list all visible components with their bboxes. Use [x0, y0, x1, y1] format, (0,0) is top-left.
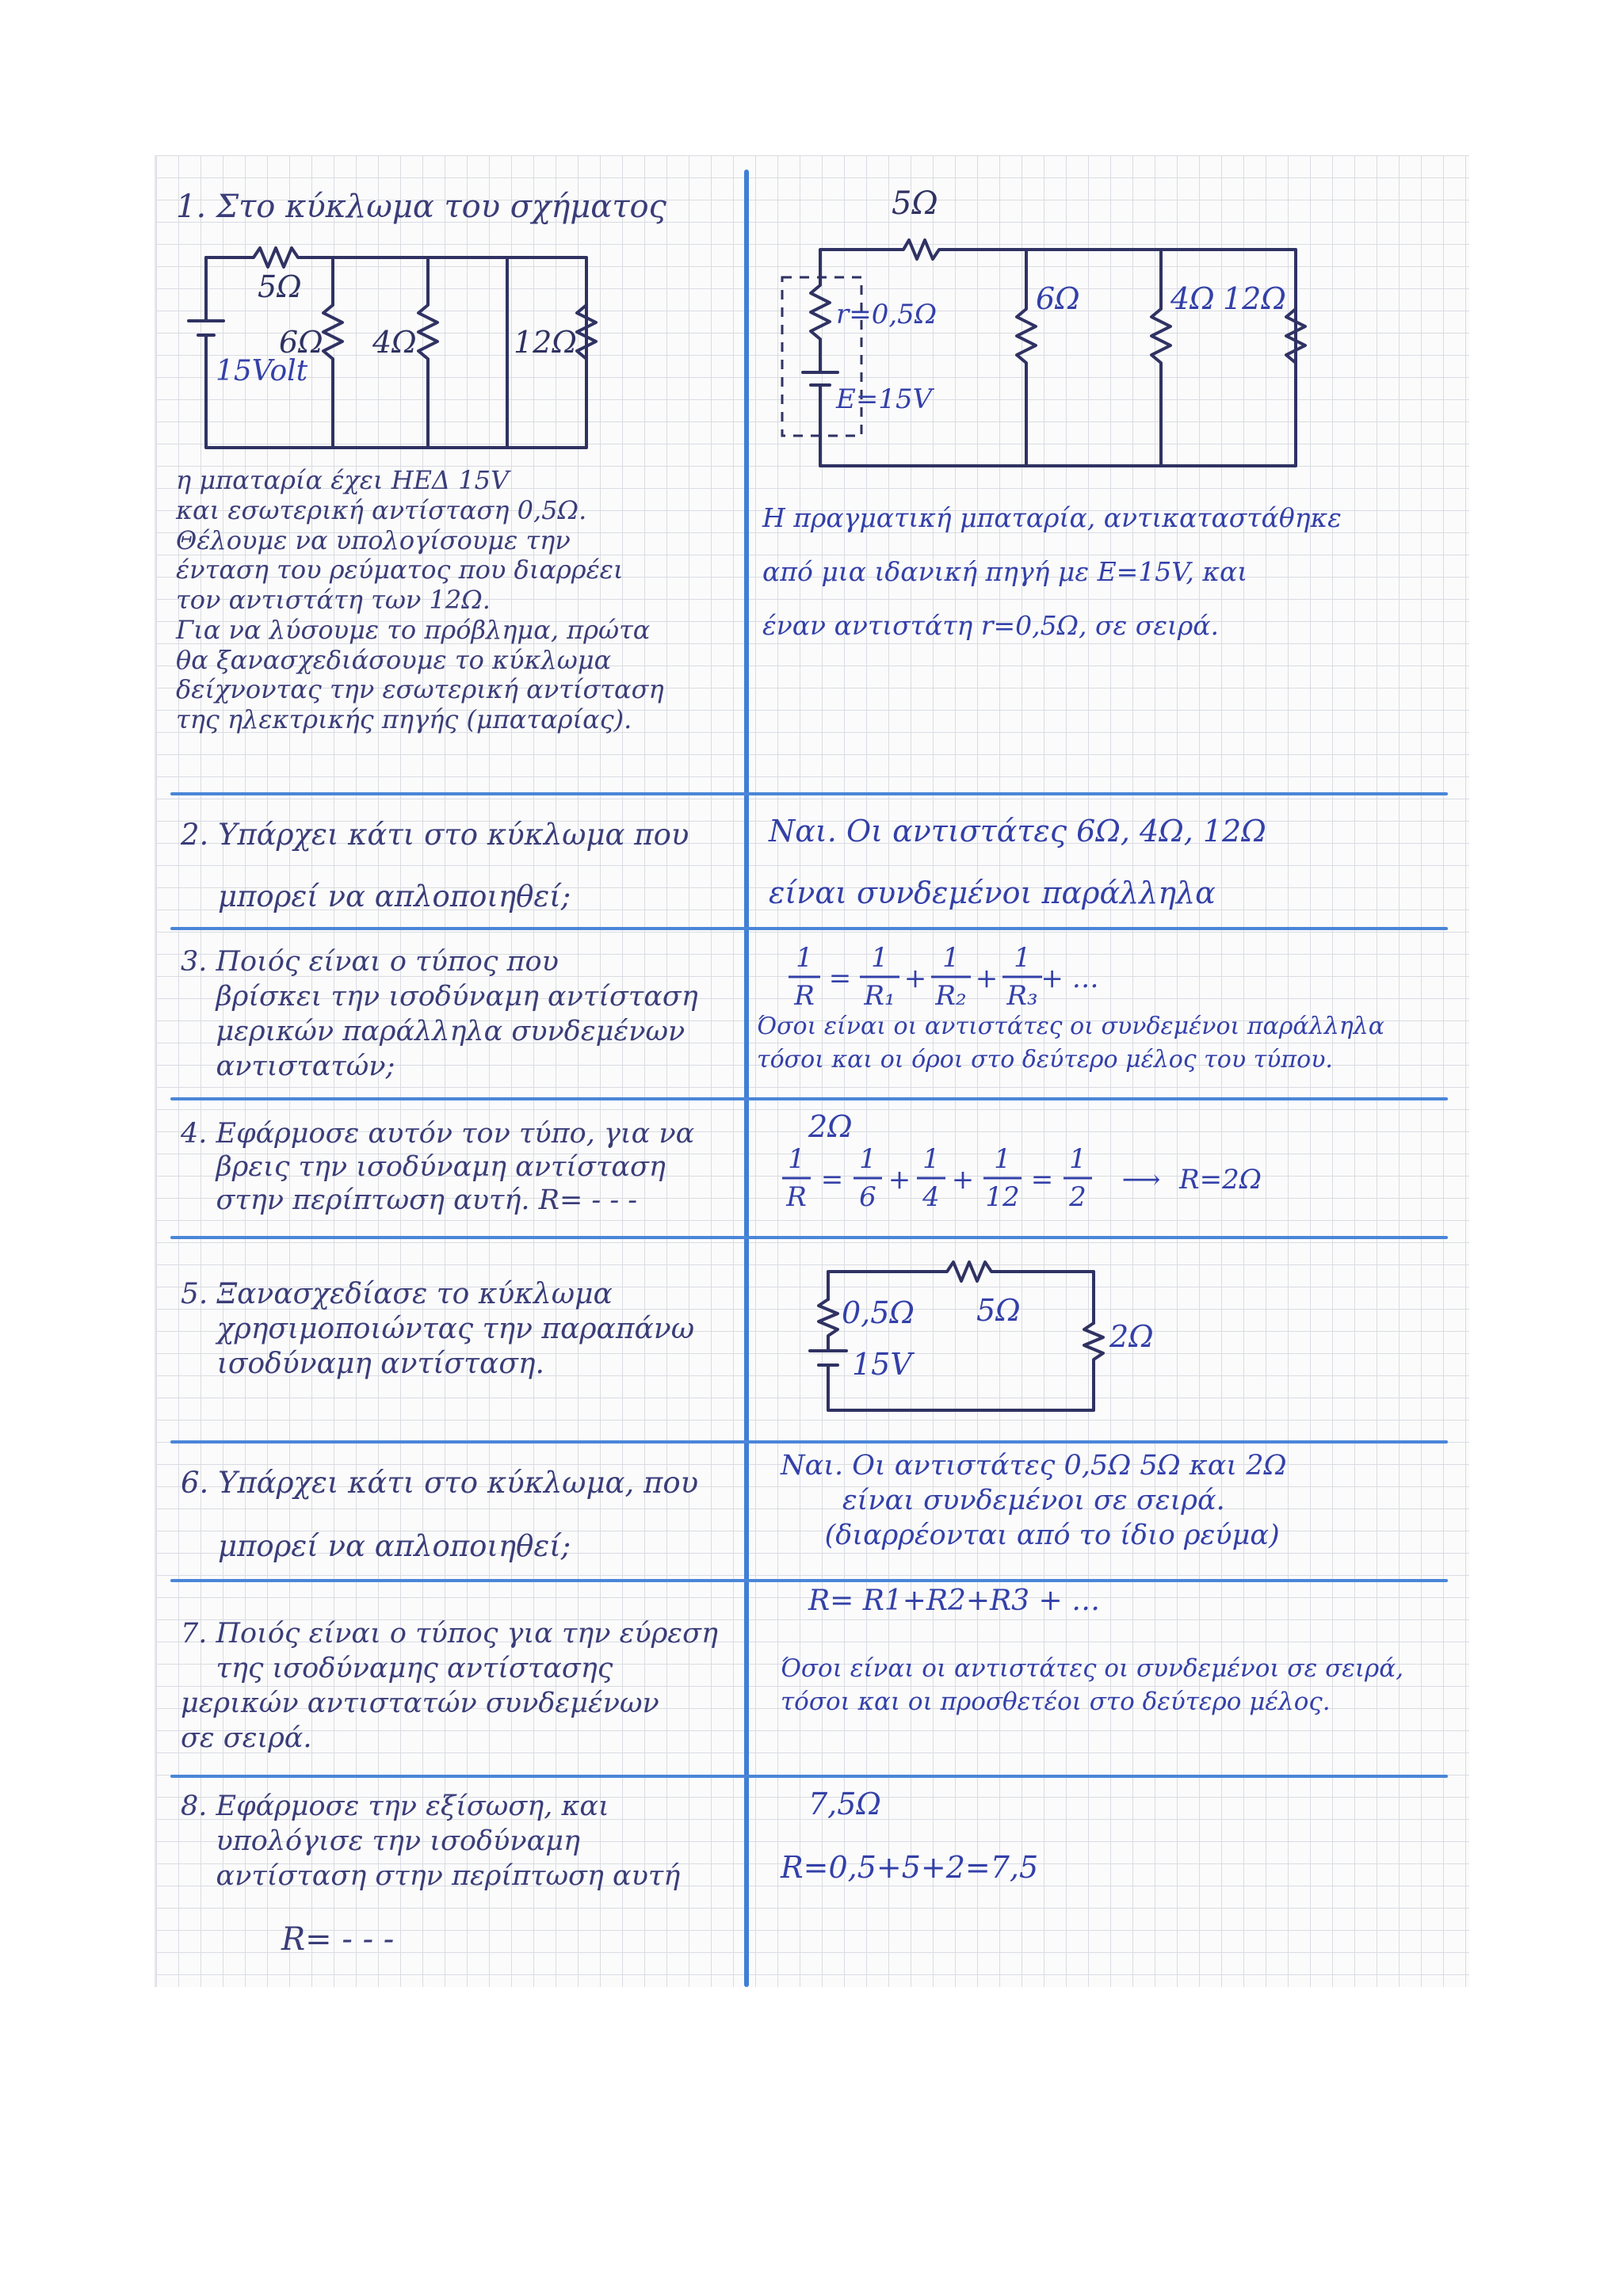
formula-parallel-calculation	[773, 1141, 1288, 1228]
circuit-label-5ohm: 5Ω	[976, 1293, 1021, 1328]
circuit-diagram-simplified	[792, 1256, 1154, 1426]
row-divider	[170, 1579, 1448, 1582]
svg-text:R₁: R₁	[864, 980, 896, 1012]
svg-text:R=2Ω: R=2Ω	[1179, 1164, 1262, 1196]
svg-text:1: 1	[942, 942, 960, 974]
svg-text:+ …: + …	[1041, 963, 1099, 994]
svg-text:R₂: R₂	[935, 980, 967, 1012]
svg-text:+: +	[888, 1164, 911, 1196]
question-5-text: 5. Ξανασχεδίασε το κύκλωμα χρησιμοποιώντας την παραπάνω ισοδύναμη αντίσταση.	[181, 1278, 695, 1380]
svg-text:=: =	[828, 963, 852, 994]
answer-2-text: Ναι. Οι αντιστάτες 6Ω, 4Ω, 12Ω είναι συνδεμένοι παράλληλα	[769, 814, 1266, 910]
circuit-label-6ohm: 6Ω	[1036, 281, 1080, 316]
question-1-text: η μπαταρία έχει ΗΕΔ 15V και εσωτερική αντίσταση 0,5Ω. Θέλουμε να υπολογίσουμε την ένταση του ρεύματος που διαρρέει τον αντιστάτη των 12Ω. Για να λύσουμε το πρόβλημα, πρώτα θα ξανασχεδιάσουμε το κύκλωμα δείχνοντας την εσωτερική αντίσταση της ηλεκτρικής πηγής (μπαταρίας).	[176, 465, 664, 734]
answer-7-text: Όσοι είναι οι αντιστάτες οι συνδεμένοι σε σειρά, τόσοι και οι προσθετέοι στο δεύτερο μέλος.	[781, 1654, 1404, 1716]
circuit-diagram-with-internal-resistance	[773, 182, 1312, 467]
svg-text:1: 1	[994, 1143, 1011, 1175]
svg-text:⟶: ⟶	[1121, 1164, 1161, 1196]
circuit-label-battery: 15Volt	[216, 355, 308, 387]
svg-text:12: 12	[985, 1181, 1020, 1213]
circuit-label-12ohm: 12Ω	[514, 325, 577, 360]
svg-text:R₃: R₃	[1006, 980, 1038, 1012]
svg-text:1: 1	[1014, 942, 1031, 974]
question-8-text: 8. Εφάρμοσε την εξίσωση, και υπολόγισε την ισοδύναμη αντίσταση στην περίπτωση αυτή	[181, 1791, 681, 1892]
circuit-label-6ohm: 6Ω	[279, 325, 323, 360]
svg-text:+: +	[975, 963, 999, 994]
circuit-label-5ohm: 5Ω	[892, 185, 938, 222]
question-4-text: 4. Εφάρμοσε αυτόν τον τύπο, για να βρεις την ισοδύναμη αντίσταση στην περίπτωση αυτή. R= - - -	[181, 1118, 695, 1216]
row-divider	[170, 1775, 1448, 1778]
row-divider	[170, 1440, 1448, 1444]
svg-text:1: 1	[788, 1143, 805, 1175]
question-2-text: 2. Υπάρχει κάτι στο κύκλωμα που μπορεί να απλοποιηθεί;	[181, 818, 689, 913]
svg-text:1: 1	[859, 1143, 876, 1175]
answer-8-result: 7,5Ω	[808, 1787, 881, 1821]
question-6-text: 6. Υπάρχει κάτι στο κύκλωμα, που μπορεί να απλοποιηθεί;	[181, 1466, 699, 1563]
svg-text:1: 1	[871, 942, 888, 974]
circuit-label-r-internal: r=0,5Ω	[836, 299, 938, 330]
question-3-text: 3. Ποιός είναι ο τύπος που βρίσκει την ισοδύναμη αντίσταση μερικών παράλληλα συνδεμένων αντιστατών;	[181, 946, 698, 1082]
row-divider	[170, 1236, 1448, 1239]
question-8-blank: R= - - -	[281, 1921, 395, 1958]
circuit-label-4ohm: 4Ω	[1170, 281, 1215, 316]
circuit-label-emf: E=15V	[836, 383, 933, 415]
answer-8-text: R=0,5+5+2=7,5	[781, 1850, 1039, 1885]
svg-text:4: 4	[922, 1181, 940, 1213]
svg-text:2: 2	[1069, 1181, 1086, 1213]
circuit-label-4ohm: 4Ω	[372, 325, 417, 360]
circuit-label-15v: 15V	[852, 1347, 912, 1382]
question-7-text: 7. Ποιός είναι ο τύπος για την εύρεση της ισοδύναμης αντίστασης μερικών αντιστατών συνδεμένων σε σειρά.	[181, 1618, 718, 1754]
circuit-label-5ohm: 5Ω	[258, 269, 302, 304]
svg-text:6: 6	[859, 1181, 876, 1213]
formula-parallel-resistance	[781, 941, 1145, 1020]
row-divider	[170, 792, 1448, 795]
svg-text:+: +	[903, 963, 927, 994]
svg-text:=: =	[820, 1164, 844, 1196]
circuit-diagram-original	[174, 234, 602, 463]
answer-6-text: Ναι. Οι αντιστάτες 0,5Ω 5Ω και 2Ω είναι συνδεμένοι σε σειρά. (διαρρέονται από το ίδιο ρεύμα)	[781, 1450, 1287, 1551]
answer-7-formula: R= R1+R2+R3 + …	[808, 1585, 1101, 1617]
answer-3-text: Όσοι είναι οι αντιστάτες οι συνδεμένοι παράλληλα τόσοι και οι όροι στο δεύτερο μέλος του τύπου.	[757, 1013, 1384, 1074]
question-1-title: 1. Στο κύκλωμα του σχήματος	[176, 189, 666, 225]
column-divider	[744, 170, 749, 1987]
svg-text:1: 1	[922, 1143, 940, 1175]
circuit-label-0-5ohm: 0,5Ω	[842, 1295, 915, 1330]
svg-text:1: 1	[796, 942, 813, 974]
row-divider	[170, 1097, 1448, 1100]
answer-4-result: 2Ω	[808, 1109, 853, 1144]
svg-text:R: R	[794, 980, 815, 1012]
svg-text:=: =	[1030, 1164, 1054, 1196]
circuit-label-2ohm: 2Ω	[1109, 1319, 1154, 1354]
svg-text:R: R	[786, 1181, 807, 1213]
svg-text:+: +	[951, 1164, 975, 1196]
svg-text:1: 1	[1069, 1143, 1086, 1175]
circuit-label-12ohm: 12Ω	[1223, 281, 1286, 316]
answer-1-text: Η πραγματική μπαταρία, αντικαταστάθηκε από μια ιδανική πηγή με E=15V, και έναν αντιστάτη r=0,5Ω, σε σειρά.	[762, 502, 1342, 641]
